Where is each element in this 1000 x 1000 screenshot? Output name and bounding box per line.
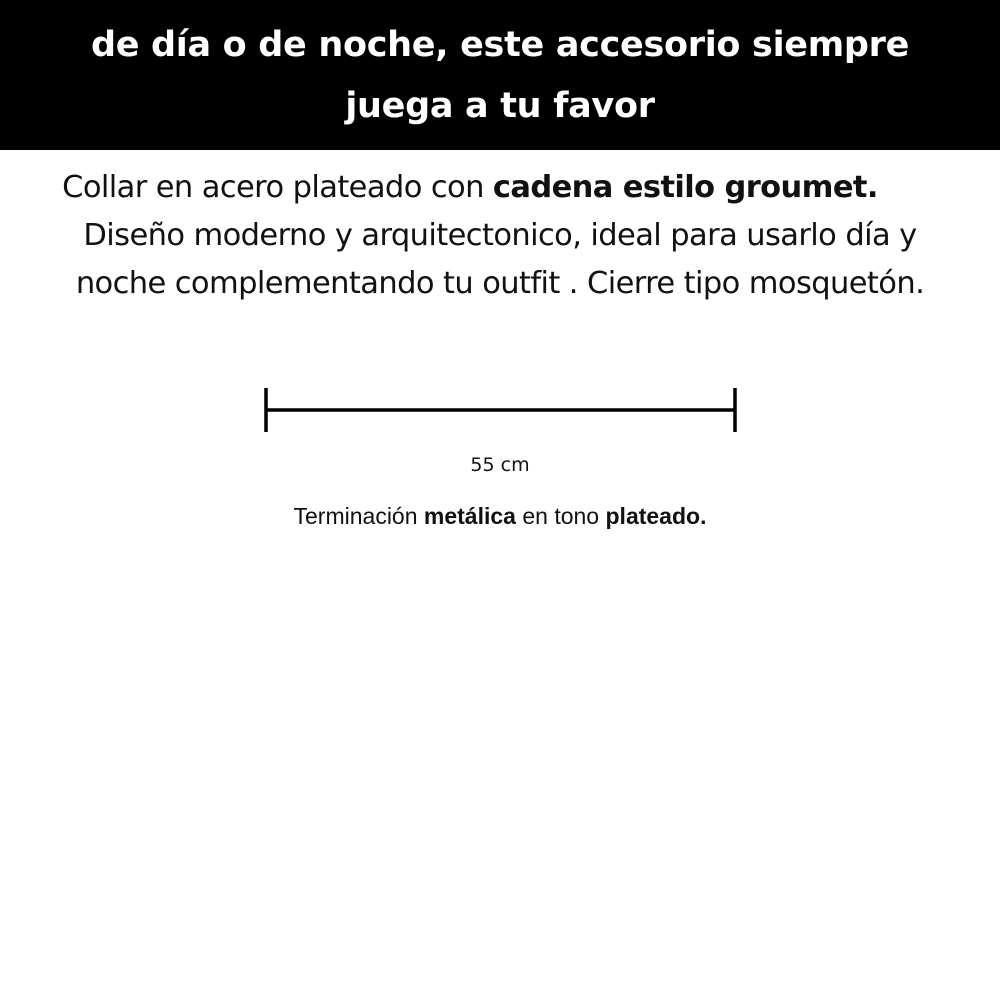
finish-bold-1: metálica [423, 503, 516, 529]
finish-text-2: en tono [515, 503, 606, 529]
finish-text-1: Terminación [293, 503, 424, 529]
description-line-2: Diseño moderno y arquitectonico, ideal para usarlo día y [83, 218, 917, 253]
headline-banner [0, 0, 1000, 150]
length-label: 55 cm [470, 454, 530, 476]
finish-bold-2: plateado. [605, 503, 707, 529]
headline-line-1: de día o de noche, este accesorio siempre [90, 25, 910, 65]
finish-note [0, 502, 1000, 530]
description-line-3: noche complementando tu outfit . Cierre tipo mosquetón. [75, 266, 925, 301]
description-line-1 [0, 170, 970, 206]
length-measure-line [263, 388, 738, 434]
description-text: Collar en acero plateado con [62, 170, 493, 205]
description-bold-text: cadena estilo groumet. [492, 170, 878, 205]
headline-line-2: juega a tu favor [345, 86, 655, 126]
